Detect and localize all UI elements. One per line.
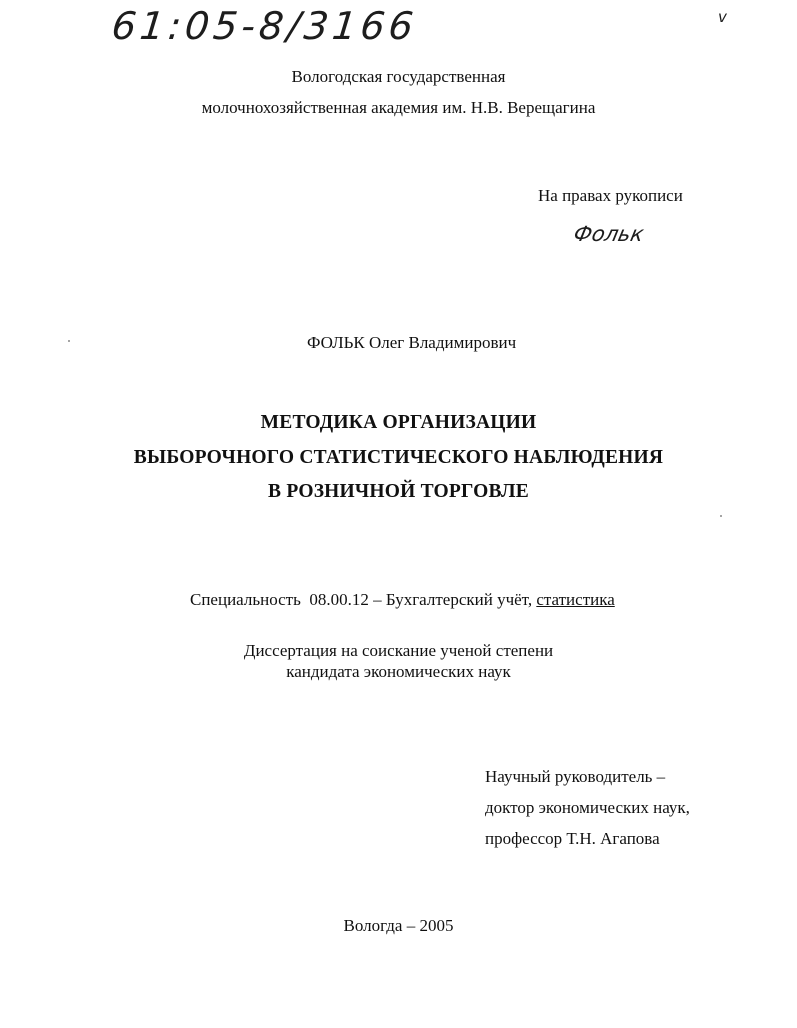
handwritten-archive-code: 61:05-8/3166 — [109, 4, 420, 48]
scan-speck — [68, 340, 70, 342]
scan-speck — [720, 515, 722, 517]
author-signature: Фольк — [571, 222, 646, 246]
specialty-name: Бухгалтерский учёт, — [385, 590, 533, 609]
dissertation-degree-line-2: кандидата экономических наук — [286, 662, 511, 681]
dissertation-degree-line-1: Диссертация на соискание ученой степени — [243, 641, 554, 660]
dissertation-title-line-2: ВЫБОРОЧНОГО СТАТИСТИЧЕСКОГО НАБЛЮДЕНИЯ — [133, 447, 664, 468]
supervisor-line-3: профессор Т.Н. Агапова — [485, 829, 660, 848]
dissertation-title-line-1: МЕТОДИКА ОРГАНИЗАЦИИ — [260, 412, 537, 433]
institution-line-1: Вологодская государственная — [291, 67, 506, 86]
supervisor-line-1: Научный руководитель – — [485, 767, 666, 786]
place-year: Вологда – 2005 — [343, 916, 454, 935]
specialty-code: 08.00.12 — [309, 590, 369, 609]
specialty-line — [190, 590, 615, 610]
specialty-dash: – — [373, 590, 382, 609]
specialty-name-underlined: статистика — [536, 590, 615, 609]
corner-check-mark: v — [718, 8, 728, 26]
institution-line-2: молочнохозяйственная академия им. Н.В. Верещагина — [201, 98, 596, 117]
manuscript-rights-label: На правах рукописи — [538, 186, 683, 205]
specialty-label: Специальность — [190, 590, 301, 609]
author-name: ФОЛЬК Олег Владимирович — [307, 333, 517, 352]
dissertation-title-line-3: В РОЗНИЧНОЙ ТОРГОВЛЕ — [268, 481, 529, 502]
supervisor-line-2: доктор экономических наук, — [485, 798, 690, 817]
